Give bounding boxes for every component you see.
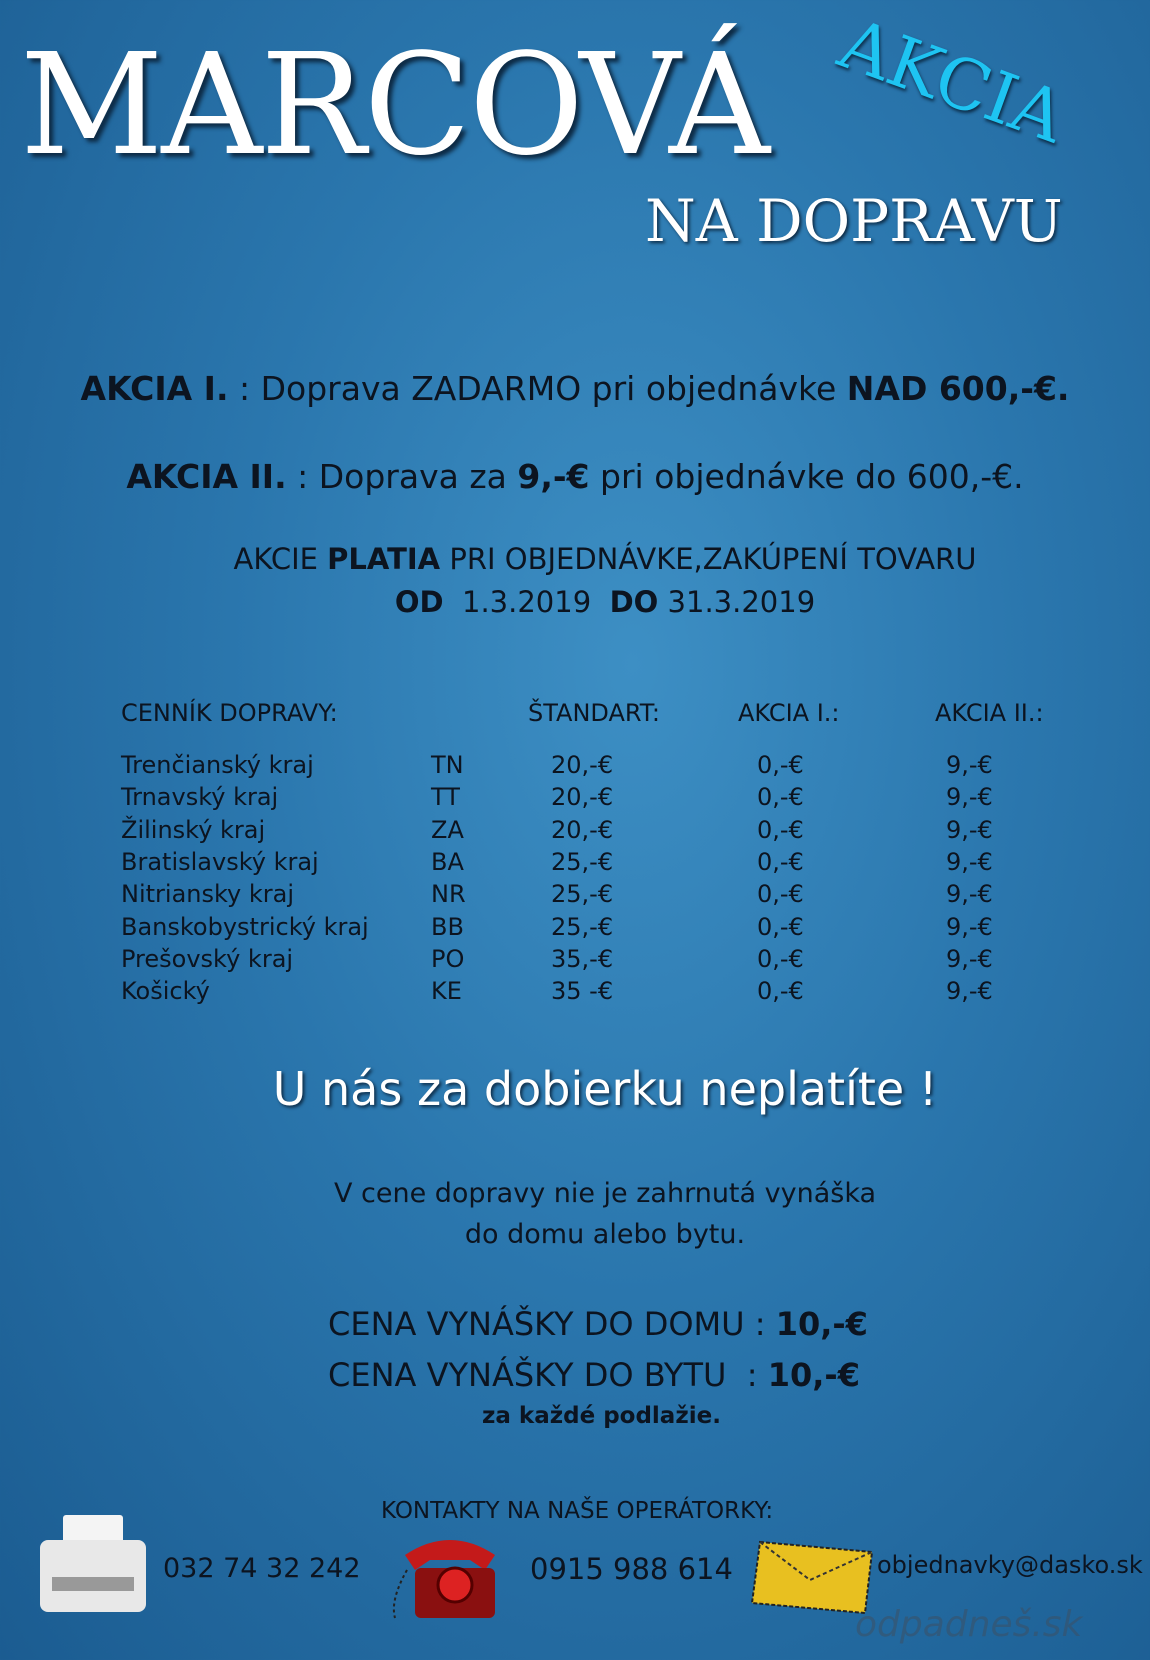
price-akcia1: 0,-€ (757, 977, 804, 1006)
region-code: TT (431, 783, 460, 812)
price-akcia2: 9,-€ (946, 815, 993, 844)
fax-number[interactable]: 032 74 32 242 (163, 1553, 361, 1584)
price-akcia1: 0,-€ (757, 880, 804, 909)
price-akcia1: 0,-€ (757, 847, 804, 876)
price-akcia2: 9,-€ (946, 912, 993, 941)
subtitle: NA DOPRAVU (645, 187, 1063, 255)
price-akcia2: 9,-€ (946, 944, 993, 973)
offer-label: AKCIA II. (126, 457, 287, 496)
carry-house-price: 10,-€ (775, 1305, 868, 1343)
price-akcia2: 9,-€ (946, 751, 993, 779)
offer-text: Doprava za (318, 457, 507, 496)
od-label: OD (394, 585, 444, 619)
carry-flat-label: CENA VYNÁŠKY DO BYTU : (328, 1356, 758, 1394)
fax-icon (38, 1515, 148, 1615)
price-standart: 25,-€ (551, 880, 614, 909)
region-name: Banskobystrický kraj (121, 912, 369, 941)
price-standart: 35 -€ (551, 977, 614, 1006)
offer-threshold: NAD 600,-€. (846, 369, 1070, 408)
header-akcia2: AKCIA II.: (935, 699, 1044, 727)
email-link[interactable]: objednavky@dasko.sk (877, 1551, 1143, 1579)
note-line-2: do domu alebo bytu. (464, 1219, 746, 1250)
contacts-heading: KONTAKTY NA NAŠE OPERÁTORKY: (381, 1498, 774, 1524)
price-standart: 20,-€ (551, 815, 614, 844)
cod-message: U nás za dobierku neplatíte ! (272, 1062, 938, 1116)
header-cennik: CENNÍK DOPRAVY: (121, 699, 338, 727)
price-akcia2: 9,-€ (946, 847, 993, 876)
region-code: KE (431, 977, 462, 1006)
price-akcia2: 9,-€ (946, 783, 993, 812)
region-code: BA (431, 847, 464, 876)
header-akcia1: AKCIA I.: (738, 699, 840, 727)
do-label: DO (609, 585, 659, 619)
title: MARCOVÁ (20, 24, 769, 187)
region-code: TN (431, 751, 464, 779)
price-akcia1: 0,-€ (757, 912, 804, 941)
phone-number[interactable]: 0915 988 614 (530, 1552, 733, 1586)
per-floor: za každé podlažie. (482, 1403, 721, 1429)
carry-flat (328, 1357, 860, 1394)
validity-bold: PLATIA (327, 542, 441, 576)
offer-price: 9,-€ (517, 457, 590, 496)
sep: : (297, 457, 309, 496)
offer-text: Doprava ZADARMO pri objednávke (260, 369, 837, 408)
region-name: Trnavský kraj (121, 783, 279, 812)
region-code: NR (431, 880, 466, 909)
price-akcia2: 9,-€ (946, 977, 993, 1006)
price-standart: 25,-€ (551, 912, 614, 941)
offer-akcia-2 (0, 458, 1150, 496)
region-name: Žilinský kraj (121, 815, 266, 844)
offer-akcia-1 (0, 370, 1150, 408)
carry-house-label: CENA VYNÁŠKY DO DOMU : (328, 1305, 766, 1343)
carry-flat-price: 10,-€ (767, 1356, 860, 1394)
price-akcia1: 0,-€ (757, 783, 804, 812)
region-name: Nitriansky kraj (121, 880, 295, 909)
price-akcia2: 9,-€ (946, 880, 993, 909)
header-standart: ŠTANDART: (528, 699, 660, 727)
telephone-icon (385, 1530, 525, 1620)
akcia-badge: AKCIA (829, 2, 1076, 160)
sep: : (239, 369, 251, 408)
region-name: Prešovský kraj (121, 944, 294, 973)
price-standart: 20,-€ (551, 783, 614, 812)
offer-text: pri objednávke do 600,-€. (600, 457, 1024, 496)
validity-pre: AKCIE (233, 542, 318, 576)
carry-house (328, 1306, 868, 1343)
region-code: BB (431, 912, 464, 941)
region-name: Košický (121, 977, 210, 1006)
offer-label: AKCIA I. (80, 369, 229, 408)
price-standart: 20,-€ (551, 751, 614, 779)
price-standart: 25,-€ (551, 847, 614, 876)
validity-dates (0, 586, 1150, 619)
date-from: 1.3.2019 (462, 585, 592, 619)
watermark-logo: odpadneš.sk (855, 1604, 1083, 1645)
region-name: Bratislavský kraj (121, 847, 319, 876)
region-code: ZA (431, 815, 464, 844)
region-code: PO (431, 944, 465, 973)
price-standart: 35,-€ (551, 944, 614, 973)
date-to: 31.3.2019 (667, 585, 816, 619)
price-akcia1: 0,-€ (757, 751, 804, 779)
validity-post: PRI OBJEDNÁVKE,ZAKÚPENÍ TOVARU (449, 542, 977, 576)
price-akcia1: 0,-€ (757, 944, 804, 973)
validity-line (0, 543, 1150, 576)
region-name: Trenčianský kraj (121, 751, 314, 779)
note-line-1: V cene dopravy nie je zahrnutá vynáška (333, 1178, 877, 1209)
price-akcia1: 0,-€ (757, 815, 804, 844)
